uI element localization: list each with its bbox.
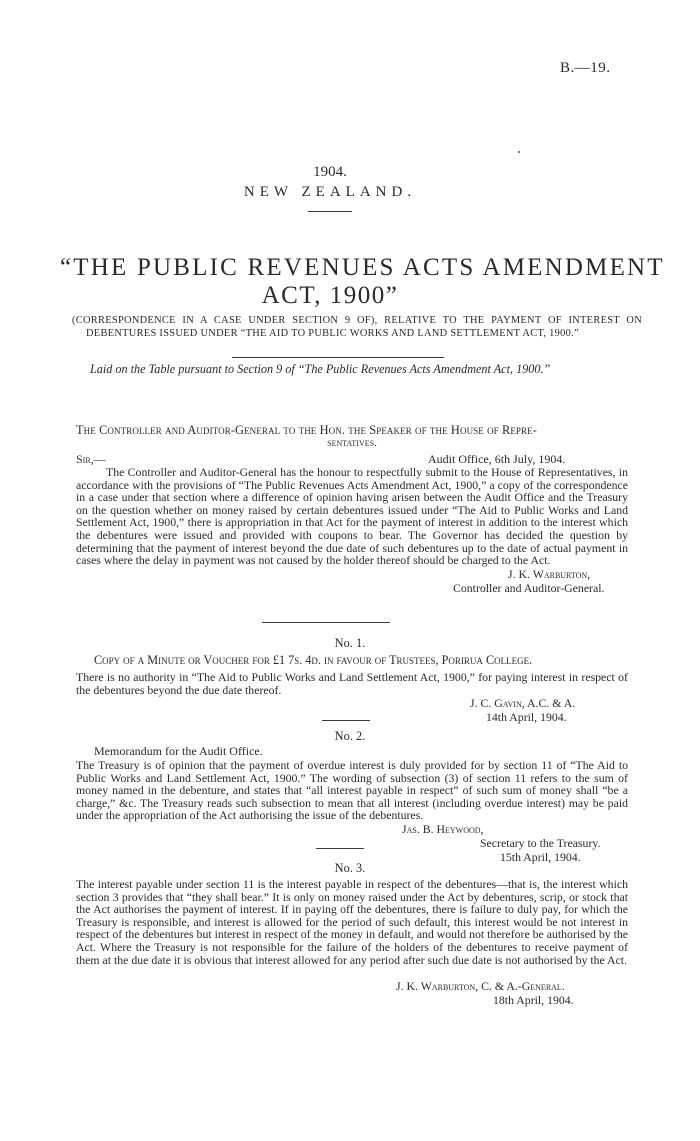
scan-speck (518, 151, 520, 153)
no3-date: 18th April, 1904. (493, 993, 574, 1007)
salutation: Sir,— (76, 452, 106, 466)
title-line-2: ACT, 1900” (261, 282, 399, 309)
letter-signer-title: Controller and Auditor-General. (453, 581, 605, 595)
laid-on-table-note: Laid on the Table pursuant to Section 9 of “The Public Revenues Acts Amendment Act, 1900.” (90, 362, 551, 376)
no2-body: The Treasury is of opinion that the payment of overdue interest is duly provided for by section 11 of “The Aid to Public Works and Land Settlement Act, 1900.” The wording of subsection (3) of section 11 refers to the sum of money named in the debenture, and states that “all interest payable in respect” of such sum of money shall “be a charge,” &c. The Treasury reads such subsection to mean that all interest (including overdue interest) may be paid under the appropriation of the Act authorising the issue of the debentures. (76, 758, 628, 823)
subtitle: (CORRESPONDENCE IN A CASE UNDER SECTION 9 OF), RELATIVE TO THE PAYMENT OF INTEREST ON DEBENTURES ISSUED UNDER “THE AID TO PUBLIC WORKS AND LAND SETTLEMENT ACT, 1900.” (72, 315, 642, 339)
country: NEW ZEALAND. (243, 184, 417, 200)
no1-date: 14th April, 1904. (486, 710, 567, 724)
no2-memo: Memorandum for the Audit Office. (94, 744, 263, 758)
no1-body: There is no authority in “The Aid to Public Works and Land Settlement Act, 1900,” for paying interest in respect of the debentures beyond the due date thereof. (76, 670, 628, 697)
section-no1-heading: No. 1. (334, 636, 366, 650)
no2-signer: Jas. B. Heywood, (402, 822, 484, 836)
divider-rule (262, 622, 390, 623)
no3-signer: J. K. Warburton, C. & A.-General. (396, 979, 565, 993)
letter-address-continued: sentatives. (327, 437, 377, 449)
letter-body: The Controller and Auditor-General has the honour to respectfully submit to the House of Representatives, in accordance with the provisions of “The Public Revenues Acts Amendment Act, 1900,” a copy of the correspondence in a case under that section where a difference of opinion having arisen between the Audit Office and the Treasury on the question whether on money raised by certain debentures issued under “The Aid to Public Works and Land Settlement Act, 1900,” there is appropriation in that Act for the payment of interest in addition to the interest which the debentures were issued and provided with coupons to bear. The Governor has decided the question by determining that the payment of interest beyond the due date of such debentures up to the date of actual payment in cases where the delay in payment was not caused by the holder thereof should be charged to the Act. (76, 465, 628, 568)
no1-signer: J. C. Gavin, A.C. & A. (470, 696, 576, 710)
divider-rule (232, 357, 444, 358)
title-line-1: “THE PUBLIC REVENUES ACTS AMENDMENT (60, 254, 665, 281)
document-reference: B.—19. (560, 60, 611, 76)
no2-signer-title: Secretary to the Treasury. (480, 836, 601, 850)
no3-body: The interest payable under section 11 is the interest payable in respect of the debentures—that is, the interest which section 3 provides that “they shall bear.” It is only on money raised under the Act by debentures, scrip, or stock that the Act authorises the payment of interest. If in paying off the debentures, there is failure to duly pay, for which the Treasury is responsible, and interest is allowed for the period of such default, this interest would be not interest in respect of the debentures but interest in respect of the money in default, and would not therefore be authorised by the Act. Where the Treasury is not responsible for the failure of the holders of the debentures to receive payment of them at the due date it is obvious that interest allowed for any period after such due date is not authorised by the Act. (76, 877, 628, 967)
letter-signer: J. K. Warburton, (508, 567, 591, 581)
letter-address: The Controller and Auditor-General to the Hon. the Speaker of the House of Repre- (76, 423, 537, 437)
no2-date: 15th April, 1904. (500, 850, 581, 864)
no1-caption: Copy of a Minute or Voucher for £1 7s. 4d. in favour of Trustees, Porirua College. (94, 653, 533, 667)
divider-rule (308, 211, 352, 212)
year: 1904. (313, 164, 347, 180)
divider-rule (316, 848, 364, 849)
section-no2-heading: No. 2. (334, 729, 366, 743)
divider-rule (322, 720, 370, 721)
section-no3-heading: No. 3. (334, 861, 366, 875)
letter-place-date: Audit Office, 6th July, 1904. (428, 452, 566, 466)
